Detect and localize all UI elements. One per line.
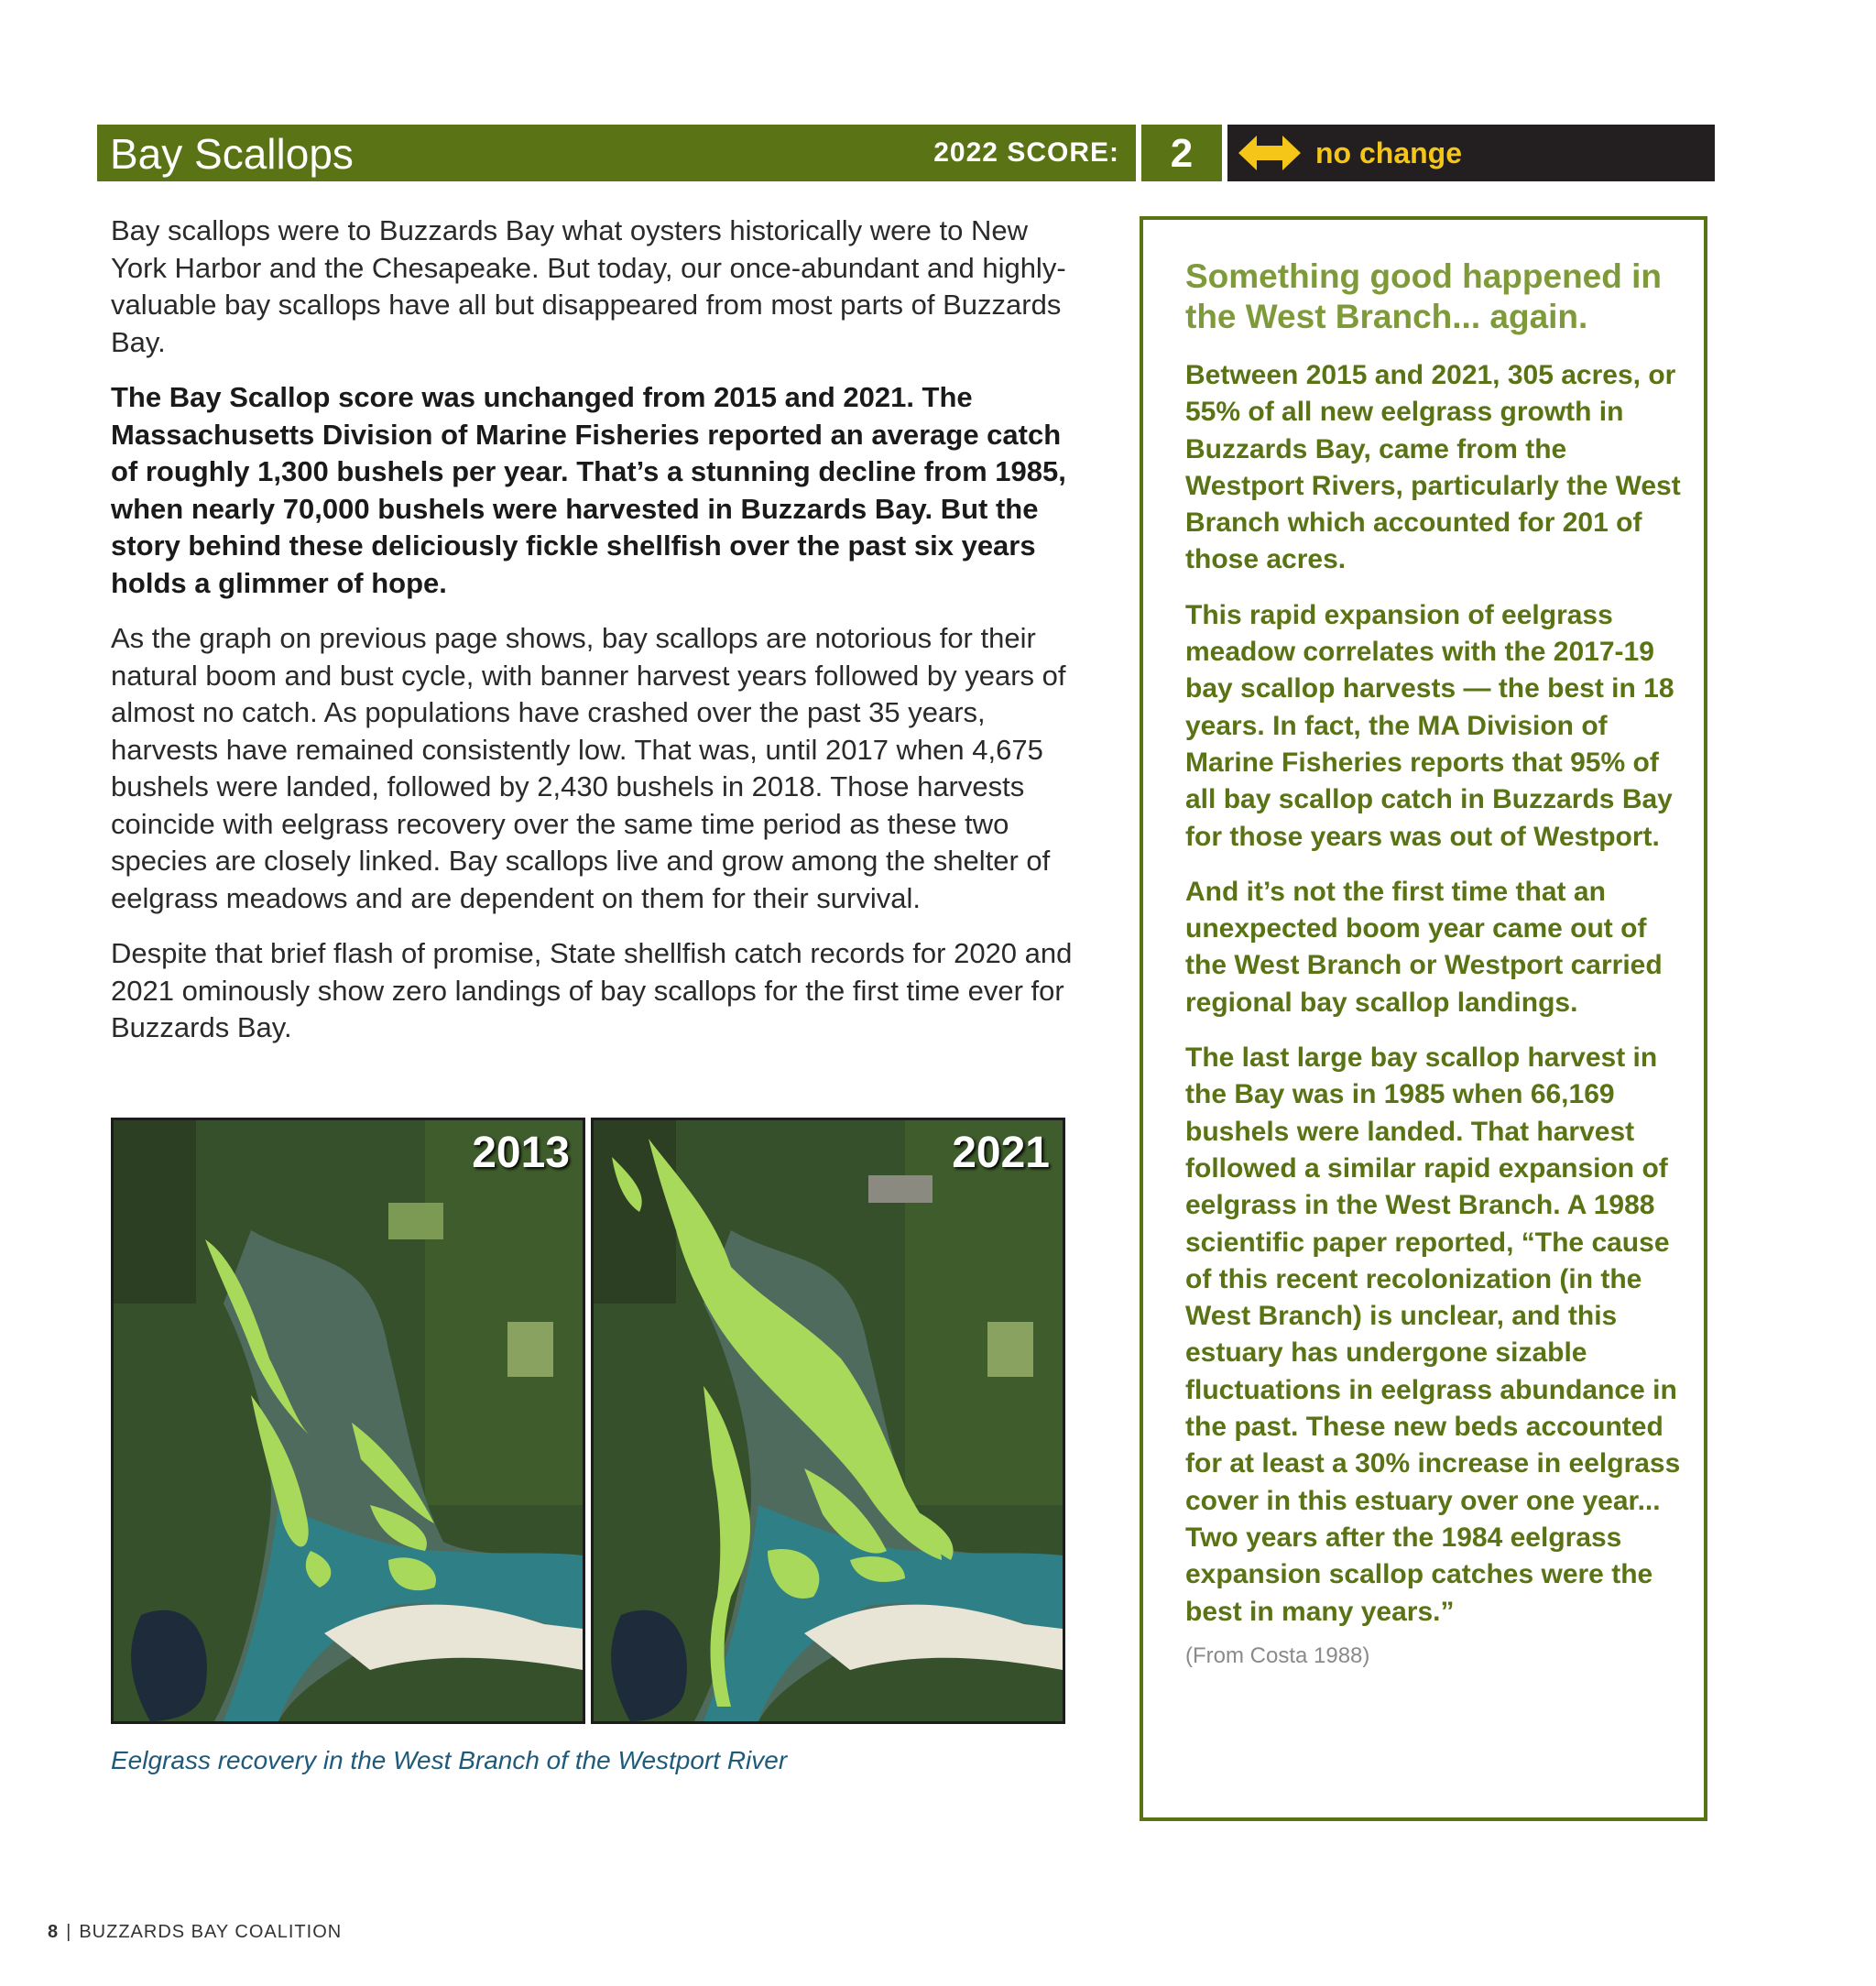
eelgrass-maps — [111, 1118, 1065, 1724]
sidebar-citation: (From Costa 1988) — [1185, 1642, 1370, 1668]
sidebar-title: Something good happened in the West Branch... again. — [1185, 257, 1663, 335]
footer-separator: | — [66, 1922, 72, 1942]
title-block — [97, 125, 1136, 181]
score-value: 2 — [1170, 131, 1194, 176]
intro-paragraph: Bay scallops were to Buzzards Bay what oysters historically were to New York Harbor and the Chesapeake. But today, our once-abundant and highly-valuable bay scallops have all but disappeared from most parts of Buzzards Bay. — [111, 214, 1066, 358]
trend-block — [1227, 125, 1715, 181]
section-header — [97, 125, 1715, 181]
sidebar-paragraph: And it’s not the first time that an unexpected boom year came out of the West Branch or Westport carried regional bay scallop landings. — [1185, 876, 1663, 1018]
page-footer — [48, 1920, 342, 1944]
organization-name: BUZZARDS BAY COALITION — [79, 1922, 343, 1942]
trend-label: no change — [1315, 136, 1463, 169]
sidebar-paragraph: Between 2015 and 2021, 305 acres, or 55% of all new eelgrass growth in Buzzards Bay, came from the Westport Rivers, particularly the West Branch which accounted for 201 of those acres. — [1185, 360, 1681, 575]
map-year-label: 2013 — [472, 1129, 570, 1177]
sidebar-paragraph: This rapid expansion of eelgrass meadow correlates with the 2017-19 bay scallop harvests — the best in 18 years. In fact, the MA Division of Marine Fisheries reports that 95% of all bay scallop catch in Buzzards Bay for those years was out of Westport. — [1185, 599, 1674, 852]
sidebar-paragraph: The last large bay scallop harvest in the Bay was in 1985 when 66,169 bushels were landed. That harvest followed a similar rapid expansion of eelgrass in the West Branch. A 1988 scientific paper reported, “The cause of this recent recolonization (in the West Branch) is unclear, and this estuary has undergone sizable fluctuations in eelgrass abundance in the past. These new beds accounted for at least a 30% increase in eelgrass cover in this estuary over one year... Two years after the 1984 eelgrass expansion scallop catches were the best in many years.” — [1185, 1042, 1681, 1627]
zero-landings-paragraph: Despite that brief flash of promise, State shellfish catch records for 2020 and 2021 ominously show zero landings of bay scallops for the first time ever for Buzzards Bay. — [111, 937, 1073, 1043]
map-image-2013 — [111, 1118, 585, 1724]
score-summary-paragraph: The Bay Scallop score was unchanged from 2015 and 2021. The Massachusetts Division of Marine Fisheries reported an average catch of roughly 1,300 bushels per year. That’s a stunning decline from 1985, when nearly 70,000 bushels were harvested in Buzzards Bay. But the story behind these deliciously fickle shellfish over the past six years holds a glimmer of hope. — [111, 381, 1066, 599]
page-number: 8 — [48, 1922, 60, 1942]
main-column — [111, 213, 1082, 1065]
sidebar-box — [1140, 216, 1707, 1821]
sidebar-content — [1185, 256, 1689, 1671]
page-title: Bay Scallops — [110, 130, 354, 178]
double-arrow-icon — [1238, 136, 1301, 170]
boom-bust-paragraph: As the graph on previous page shows, bay scallops are notorious for their natural boom and bust cycle, with banner harvest years followed by years of almost no catch. As populations have crashed over the past 35 years, harvests have remained consistently low. That was, until 2017 when 4,675 bushels were landed, followed by 2,430 bushels in 2018. Those harvests coincide with eelgrass recovery over the same time period as these two species are closely linked. Bay scallops live and grow among the shelter of eelgrass meadows and are dependent on them for their survival. — [111, 622, 1066, 914]
score-value-block — [1141, 125, 1222, 181]
score-label: 2022 SCORE: — [933, 137, 1119, 168]
map-year-label: 2021 — [952, 1129, 1050, 1177]
map-caption: Eelgrass recovery in the West Branch of the Westport River — [111, 1746, 788, 1774]
map-image-2021 — [591, 1118, 1065, 1724]
